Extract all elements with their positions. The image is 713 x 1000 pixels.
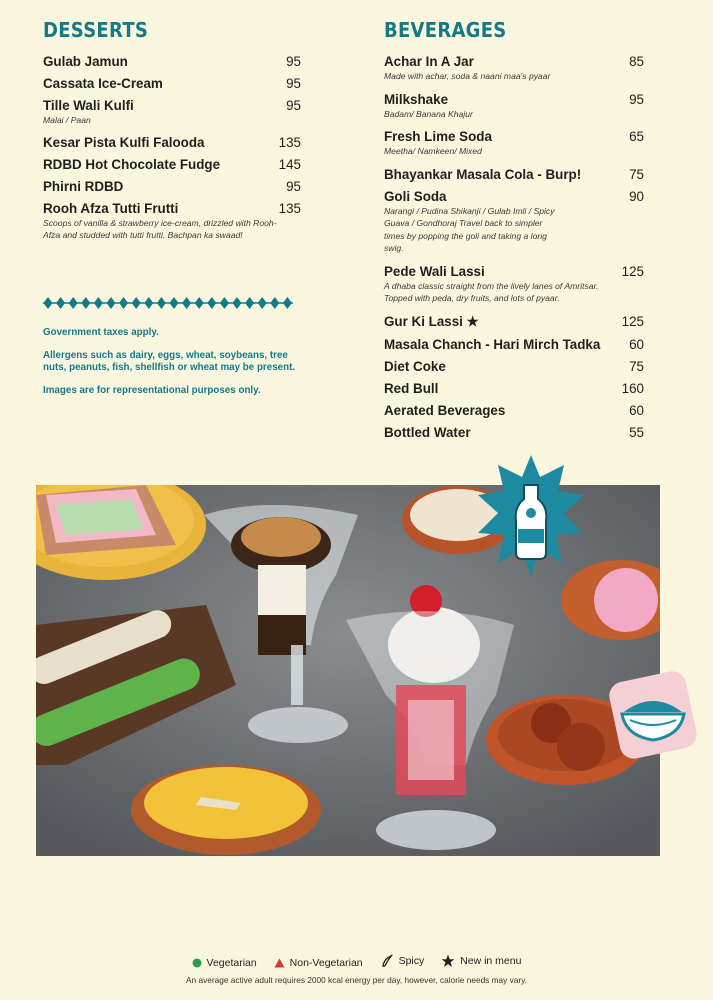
- item-name: Gur Ki Lassi ★: [384, 313, 479, 329]
- menu-item: [384, 54, 644, 83]
- item-price: 125: [621, 263, 644, 279]
- menu-item: [384, 359, 644, 374]
- calorie-footnote: An average active adult requires 2000 kcal energy per day, however, calorie needs may vary.: [186, 975, 527, 985]
- legend-new: [441, 954, 521, 968]
- item-name: Aerated Beverages: [384, 402, 506, 418]
- menu-item: [384, 264, 644, 305]
- item-name: Rooh Afza Tutti Frutti: [43, 200, 179, 216]
- divider-diamond: [132, 297, 141, 309]
- soda-bottle-icon: [478, 455, 584, 577]
- item-name: Goli Soda: [384, 188, 447, 204]
- menu-item: [43, 135, 301, 150]
- divider-diamond: [94, 297, 103, 309]
- item-name: Diet Coke: [384, 358, 446, 374]
- divider-diamond: [56, 297, 65, 309]
- legend-label: Spicy: [398, 955, 425, 967]
- menu-item: [43, 76, 301, 91]
- item-name: Cassata Ice-Cream: [43, 76, 163, 91]
- item-price: 95: [286, 54, 301, 69]
- nonveg-triangle-icon: [274, 958, 285, 968]
- star-icon: [441, 954, 455, 968]
- item-price: 75: [629, 358, 644, 374]
- dessert-bowl-icon: [600, 662, 706, 768]
- divider-diamond: [207, 297, 216, 309]
- menu-item: [384, 189, 644, 255]
- allergen-note: Allergens such as dairy, eggs, wheat, soybeans, tree nuts, peanuts, fish, shellfish or wheat may be present.: [43, 349, 296, 373]
- item-name: Milkshake: [384, 91, 449, 107]
- desserts-heading: DESSERTS: [43, 18, 149, 42]
- beverages-section: [384, 18, 644, 445]
- item-description: Meetha/ Namkeen/ Mixed: [384, 146, 482, 156]
- veg-dot-icon: [192, 958, 202, 968]
- divider-diamond: [157, 297, 166, 309]
- item-price: 125: [621, 313, 644, 329]
- divider-diamond: [44, 297, 53, 309]
- divider-diamond: [119, 297, 128, 309]
- item-price: 65: [629, 129, 644, 144]
- menu-item: [43, 98, 301, 127]
- tax-note: Government taxes apply.: [43, 327, 159, 338]
- menu-item: [384, 167, 644, 182]
- item-price: 145: [278, 156, 301, 172]
- divider-diamond: [107, 297, 116, 309]
- chili-icon: [380, 954, 394, 968]
- legend-nonveg: [274, 957, 363, 969]
- item-price: 160: [621, 380, 644, 396]
- legend-spicy: [380, 954, 425, 968]
- notes-block: [43, 327, 313, 407]
- menu-item: [43, 157, 301, 172]
- item-description: Badam/ Banana Khajur: [384, 108, 473, 119]
- menu-item: [384, 92, 644, 121]
- item-price: 60: [629, 402, 644, 418]
- menu-item: [384, 337, 644, 352]
- item-price: 60: [629, 336, 644, 352]
- item-name: Kesar Pista Kulfi Falooda: [43, 134, 205, 150]
- item-name: Fresh Lime Soda: [384, 129, 492, 144]
- item-price: 55: [629, 424, 644, 440]
- divider-diamond: [69, 297, 78, 309]
- divider-diamond: [182, 297, 191, 309]
- item-name: RDBD Hot Chocolate Fudge: [43, 156, 221, 172]
- divider-diamond: [270, 297, 279, 309]
- divider-diamond: [283, 297, 292, 309]
- legend-label: New in menu: [460, 955, 522, 967]
- item-price: 75: [629, 166, 644, 182]
- divider-diamond: [170, 297, 179, 309]
- item-name: Bhayankar Masala Cola - Burp!: [384, 166, 582, 182]
- item-price: 95: [286, 76, 301, 91]
- item-name: Bottled Water: [384, 424, 471, 440]
- item-price: 135: [278, 200, 301, 216]
- item-price: 95: [286, 98, 301, 113]
- decorative-divider: [43, 296, 293, 310]
- divider-diamond: [233, 297, 242, 309]
- item-description: Narangi / Pudina Shikanji / Gulab Imli / Spicy Guava / Gondhoraj Travel back to simpler times by popping the goli and taking a long swig.: [384, 205, 555, 253]
- item-description: Scoops of vanilla & strawberry ice-cream, drizzled with Rooh-Afza and studded with tutti frutti. Bachpan ka swaad!: [43, 217, 277, 240]
- item-name: Achar In A Jar: [384, 54, 474, 69]
- item-name: Tille Wali Kulfi: [43, 98, 134, 113]
- item-description: Made with achar, soda & naani maa's pyaar: [384, 71, 551, 81]
- menu-item: [43, 179, 301, 194]
- beverages-heading: BEVERAGES: [384, 18, 507, 42]
- legend-label: Vegetarian: [206, 957, 257, 969]
- item-price: 135: [278, 134, 301, 150]
- item-price: 85: [629, 54, 644, 69]
- menu-item: [384, 314, 644, 330]
- item-name: Phirni RDBD: [43, 178, 124, 194]
- desserts-list: [43, 54, 301, 242]
- item-price: 95: [629, 91, 644, 107]
- legend-label: Non-Vegetarian: [289, 957, 363, 969]
- divider-diamond: [220, 297, 229, 309]
- item-name: Masala Chanch - Hari Mirch Tadka: [384, 336, 601, 352]
- divider-diamond: [144, 297, 153, 309]
- menu-item: [384, 129, 644, 158]
- divider-diamond: [245, 297, 254, 309]
- menu-item: [384, 425, 644, 440]
- beverages-list: [384, 54, 644, 440]
- divider-diamond: [81, 297, 90, 309]
- menu-item: [43, 54, 301, 69]
- item-price: 90: [629, 188, 644, 204]
- legend: [0, 954, 713, 971]
- menu-item: [384, 381, 644, 396]
- item-name: Gulab Jamun: [43, 54, 128, 69]
- item-description: A dhaba classic straight from the lively lanes of Amritsar. Topped with peda, dry fruits, and lots of pyaar.: [384, 280, 599, 303]
- item-description: Malai / Paan: [43, 115, 91, 125]
- image-note: Images are for representational purposes only.: [43, 384, 261, 396]
- menu-item: [384, 403, 644, 418]
- divider-diamond: [195, 297, 204, 309]
- menu-item: [43, 201, 301, 242]
- legend-vegetarian: [192, 957, 257, 969]
- item-price: 95: [286, 178, 301, 194]
- desserts-section: [43, 18, 301, 247]
- divider-diamond: [258, 297, 267, 309]
- item-name: Red Bull: [384, 380, 439, 396]
- item-name: Pede Wali Lassi: [384, 263, 485, 279]
